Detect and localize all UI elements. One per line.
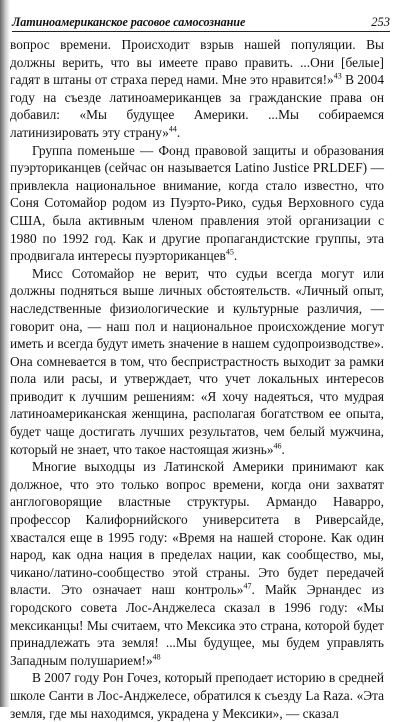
paragraph — [10, 36, 384, 142]
page-binding-shadow — [0, 0, 10, 707]
paragraph — [10, 458, 384, 669]
body-text — [10, 36, 384, 722]
paragraph-text: В 2007 году Рон Гочез, который преподает историю в средней школе Санти в Лос-Анджелесе, обратился к съезду La Raza. «Эта земля, где мы находимся, украдена у Мексики», — сказал — [10, 670, 384, 721]
footnote-ref: 48 — [152, 652, 161, 662]
paragraph — [10, 669, 384, 722]
paragraph-text: . Майк Эрнандес из городского совета Лос-Анджелеса сказал в 1996 году: «Мы мексиканцы! Мы считаем, что Мексика это страна, которой будет принадлежать эта земля! ...Мы будущее, мы будем управлять Западным полушарием!» — [10, 582, 384, 668]
footnote-ref: 46 — [273, 441, 282, 451]
footnote-ref: 45 — [225, 247, 234, 257]
paragraph-text: . — [176, 124, 181, 140]
paragraph-text: В 2004 году на съезде латиноамериканцев за гражданские права он добавил: «Мы будущее Америки. ...Мы собираемся латинизировать эту страну» — [10, 72, 384, 140]
paragraph — [10, 265, 384, 459]
paragraph-text: вопрос времени. Происходит взрыв нашей популяции. Вы должны верить, что вы имеете право править. ...Они [белые] гадят в штаны от страха перед нами. Мне это нравится!» — [10, 37, 384, 88]
page-number: 253 — [371, 15, 390, 29]
paragraph-text: . — [281, 441, 285, 457]
running-title: Латиноамериканское расовое самосознание — [12, 15, 246, 29]
paragraph-text: Группа поменьше — Фонд правовой защиты и образования пуэрториканцев (сейчас он называется Latino Justice PRLDEF) — привлекла национальное внимание, когда стало известно, что Соня Сотомайор родом из Пуэрто-Рико, судья Верховного суда США, была активным членом правления этой организации с 1980 по 1992 год. Как и другие пропагандистские группы, эта продвигала интересы пуэрториканцев — [10, 142, 384, 264]
footnote-ref: 43 — [333, 71, 342, 81]
paragraph-text: . — [233, 248, 238, 264]
paragraph-text: Мисс Сотомайор не верит, что судьи всегда могут или должны подняться выше личных обстоятельств. «Личный опыт, наследственные физиологические и культурные различия, — говорит она, — наш пол и национальное происхождение могут иметь и всегда будут иметь значение в нашем судопроизводстве». Она сомневается в том, что беспристрастность выходит за рамки пола или расы, и утверждает, что учет локальных интересов приводит к лучшим решениям: «Я хочу надеяться, что мудрая латиноамериканская женщина, располагая богатством ее опыта, будет чаще достигать лучших результатов, чем белый мужчина, который не знает, что такое настоящая жизнь» — [10, 265, 384, 457]
paragraph — [10, 142, 384, 265]
footnote-ref: 47 — [243, 581, 252, 591]
paragraph-text: Многие выходцы из Латинской Америки принимают как должное, что это только вопрос времени, когда они захватят англоговорящие властные структуры. Армандо Наварро, профессор Калифорнийского университета в Риверсайде, хвастался еще в 1995 году: «Время на нашей стороне. Как один народ, как одна нация в пределах нации, как сообщество, мы, чикано/латино-сообщество этой страны. Это будет передачей власти. Это означает наш контроль» — [10, 459, 384, 598]
footnote-ref: 44 — [168, 124, 177, 134]
running-header — [12, 8, 390, 32]
